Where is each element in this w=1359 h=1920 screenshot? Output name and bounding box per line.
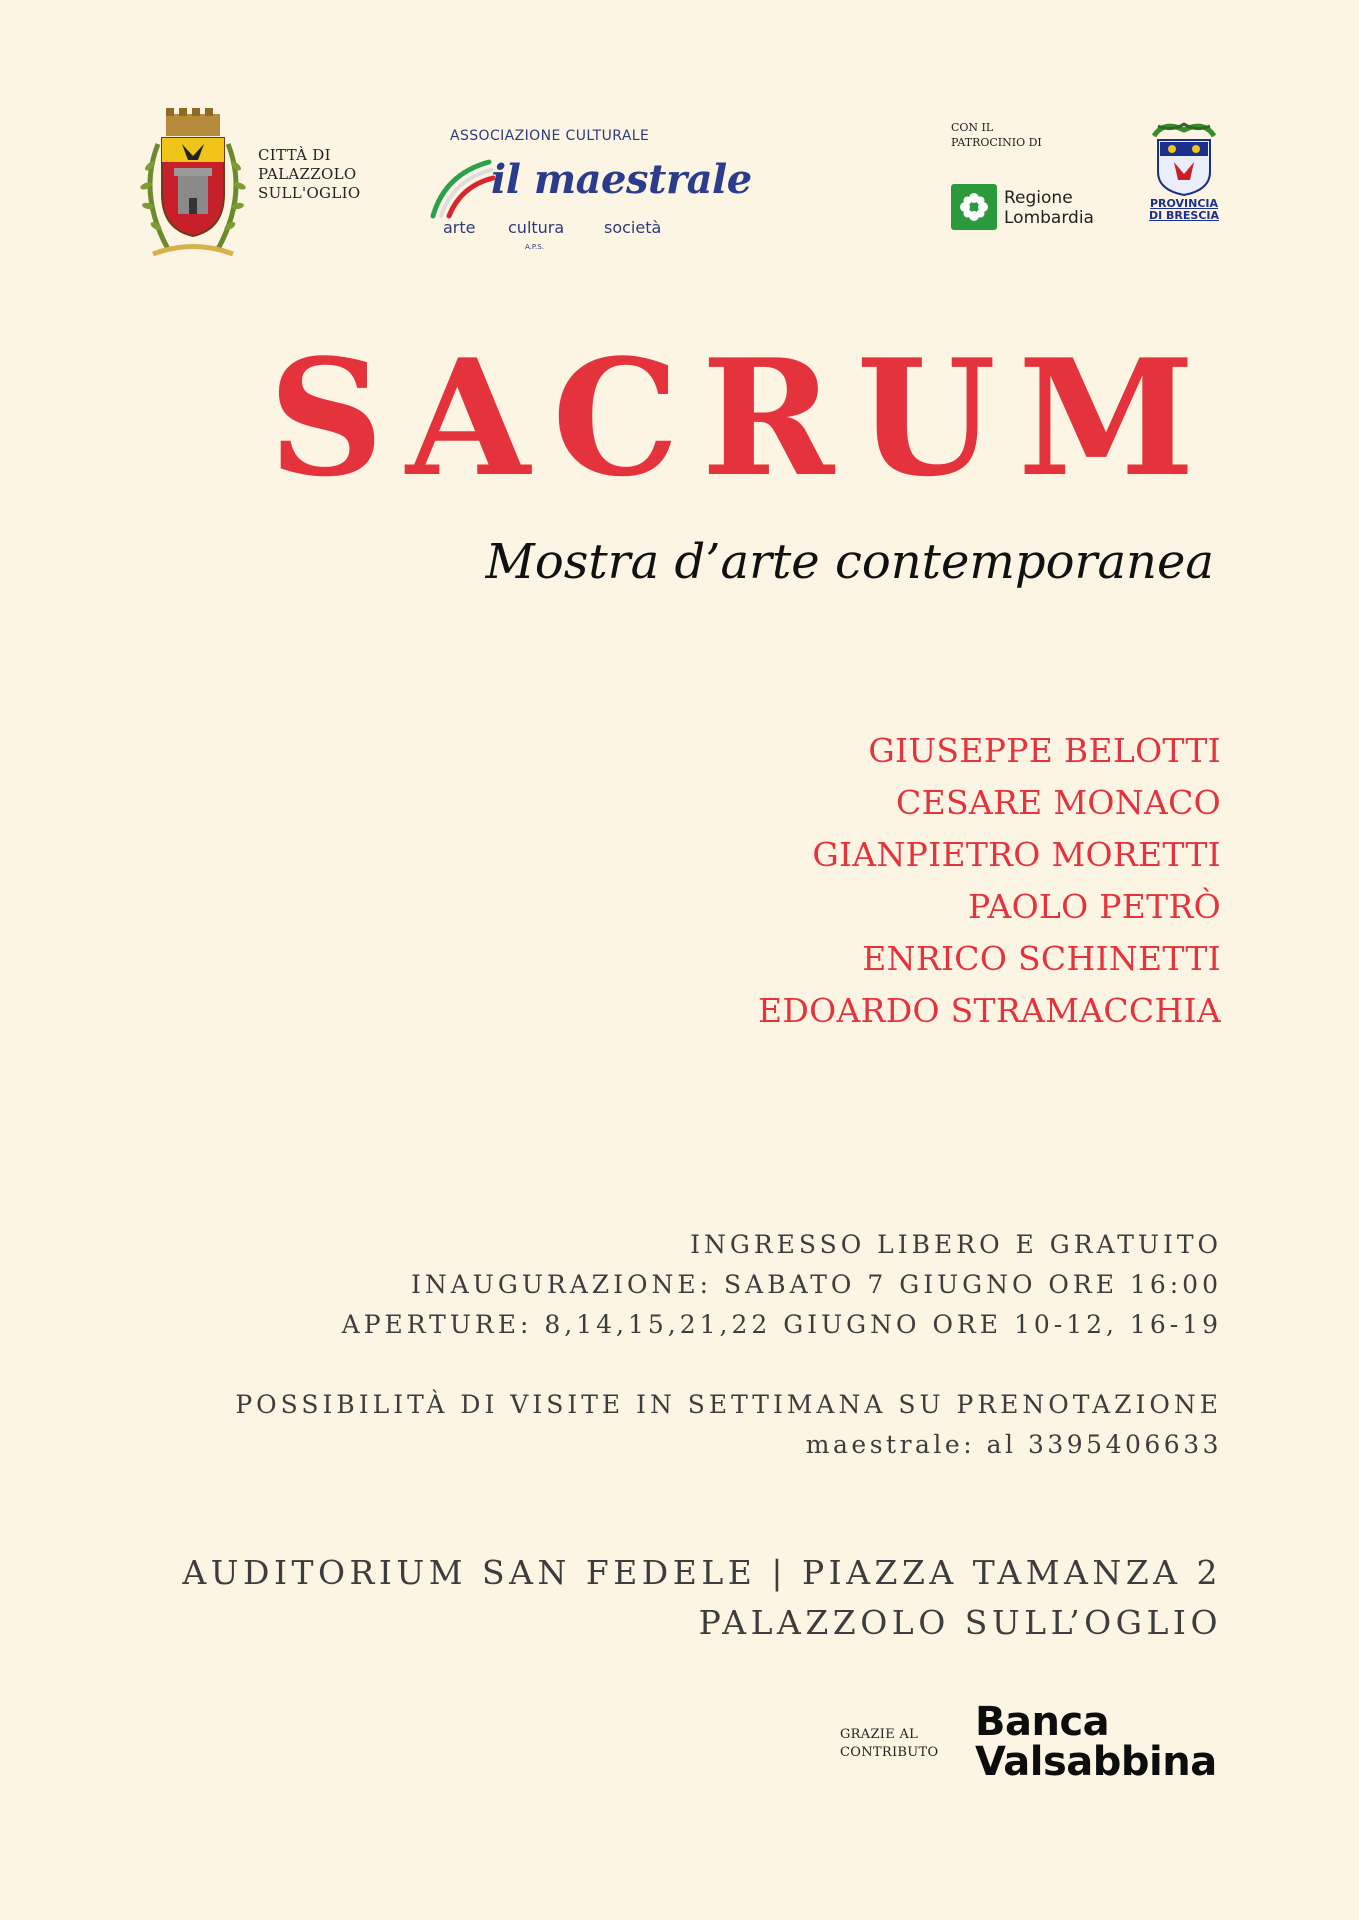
association-label: ASSOCIAZIONE CULTURALE xyxy=(450,128,650,144)
city-name xyxy=(258,146,360,203)
city-name-line: PALAZZOLO xyxy=(258,165,357,183)
weekday-visits-text: POSSIBILITÀ DI VISITE IN SETTIMANA SU PRENOTAZIONE xyxy=(235,1390,1222,1419)
artist-name: GIUSEPPE BELOTTI xyxy=(868,731,1221,770)
sponsor-thanks-line: CONTRIBUTO xyxy=(840,1745,939,1760)
artist-name: CESARE MONACO xyxy=(896,783,1221,822)
sponsor-thanks xyxy=(840,1726,938,1762)
booking-phone-text: maestrale: al 3395406633 xyxy=(805,1430,1222,1459)
patronage-label xyxy=(951,120,1042,150)
lombardia-rose-icon xyxy=(951,184,997,230)
lombardia-text xyxy=(1004,188,1094,228)
page-title: SACRUM xyxy=(268,324,1217,512)
lombardia-line: Lombardia xyxy=(1004,208,1094,228)
city-name-line: CITTÀ DI xyxy=(258,146,331,164)
regione-lombardia-logo xyxy=(951,184,1121,234)
association-name: il maestrale xyxy=(491,156,752,203)
association-sub-arte: arte xyxy=(443,218,476,237)
bank-name-line: Banca xyxy=(975,1699,1110,1745)
city-crest-icon xyxy=(138,104,248,262)
tricolor-swoosh-icon xyxy=(405,154,495,220)
venue-address: AUDITORIUM SAN FEDELE | PIAZZA TAMANZA 2 xyxy=(182,1553,1222,1592)
free-entry-text: INGRESSO LIBERO E GRATUITO xyxy=(690,1230,1222,1259)
artist-name: GIANPIETRO MORETTI xyxy=(812,835,1221,874)
association-sub-societa: società xyxy=(604,218,662,237)
sponsor-thanks-line: GRAZIE AL xyxy=(840,1727,919,1742)
opening-hours-text: APERTURE: 8,14,15,21,22 GIUGNO ORE 10-12, 16-19 xyxy=(341,1310,1222,1339)
patronage-line: PATROCINIO DI xyxy=(951,136,1042,149)
provincia-line: DI BRESCIA xyxy=(1148,209,1220,222)
artist-list xyxy=(758,725,1221,1037)
patronage-line: CON IL xyxy=(951,121,994,134)
lombardia-line: Regione xyxy=(1004,188,1073,208)
page-subtitle: Mostra d’arte contemporanea xyxy=(485,534,1214,590)
association-sub-cultura: cultura xyxy=(508,218,565,237)
association-logo xyxy=(405,126,752,256)
provincia-crest-icon xyxy=(1144,118,1224,196)
banca-valsabbina-logo xyxy=(975,1699,1217,1785)
city-name-line: SULL'OGLIO xyxy=(258,184,361,202)
artist-name: ENRICO SCHINETTI xyxy=(862,939,1221,978)
opening-text: INAUGURAZIONE: SABATO 7 GIUGNO ORE 16:00 xyxy=(410,1270,1222,1299)
association-aps: A.P.S. xyxy=(525,243,544,251)
provincia-brescia-logo xyxy=(1144,118,1224,232)
artist-name: PAOLO PETRÒ xyxy=(967,887,1221,926)
provincia-text xyxy=(1144,198,1224,222)
bank-name-line: Valsabbina xyxy=(975,1739,1217,1785)
artist-name: EDOARDO STRAMACCHIA xyxy=(757,991,1221,1030)
provincia-line: PROVINCIA xyxy=(1149,197,1219,210)
venue-city: PALAZZOLO SULL’OGLIO xyxy=(698,1603,1222,1642)
